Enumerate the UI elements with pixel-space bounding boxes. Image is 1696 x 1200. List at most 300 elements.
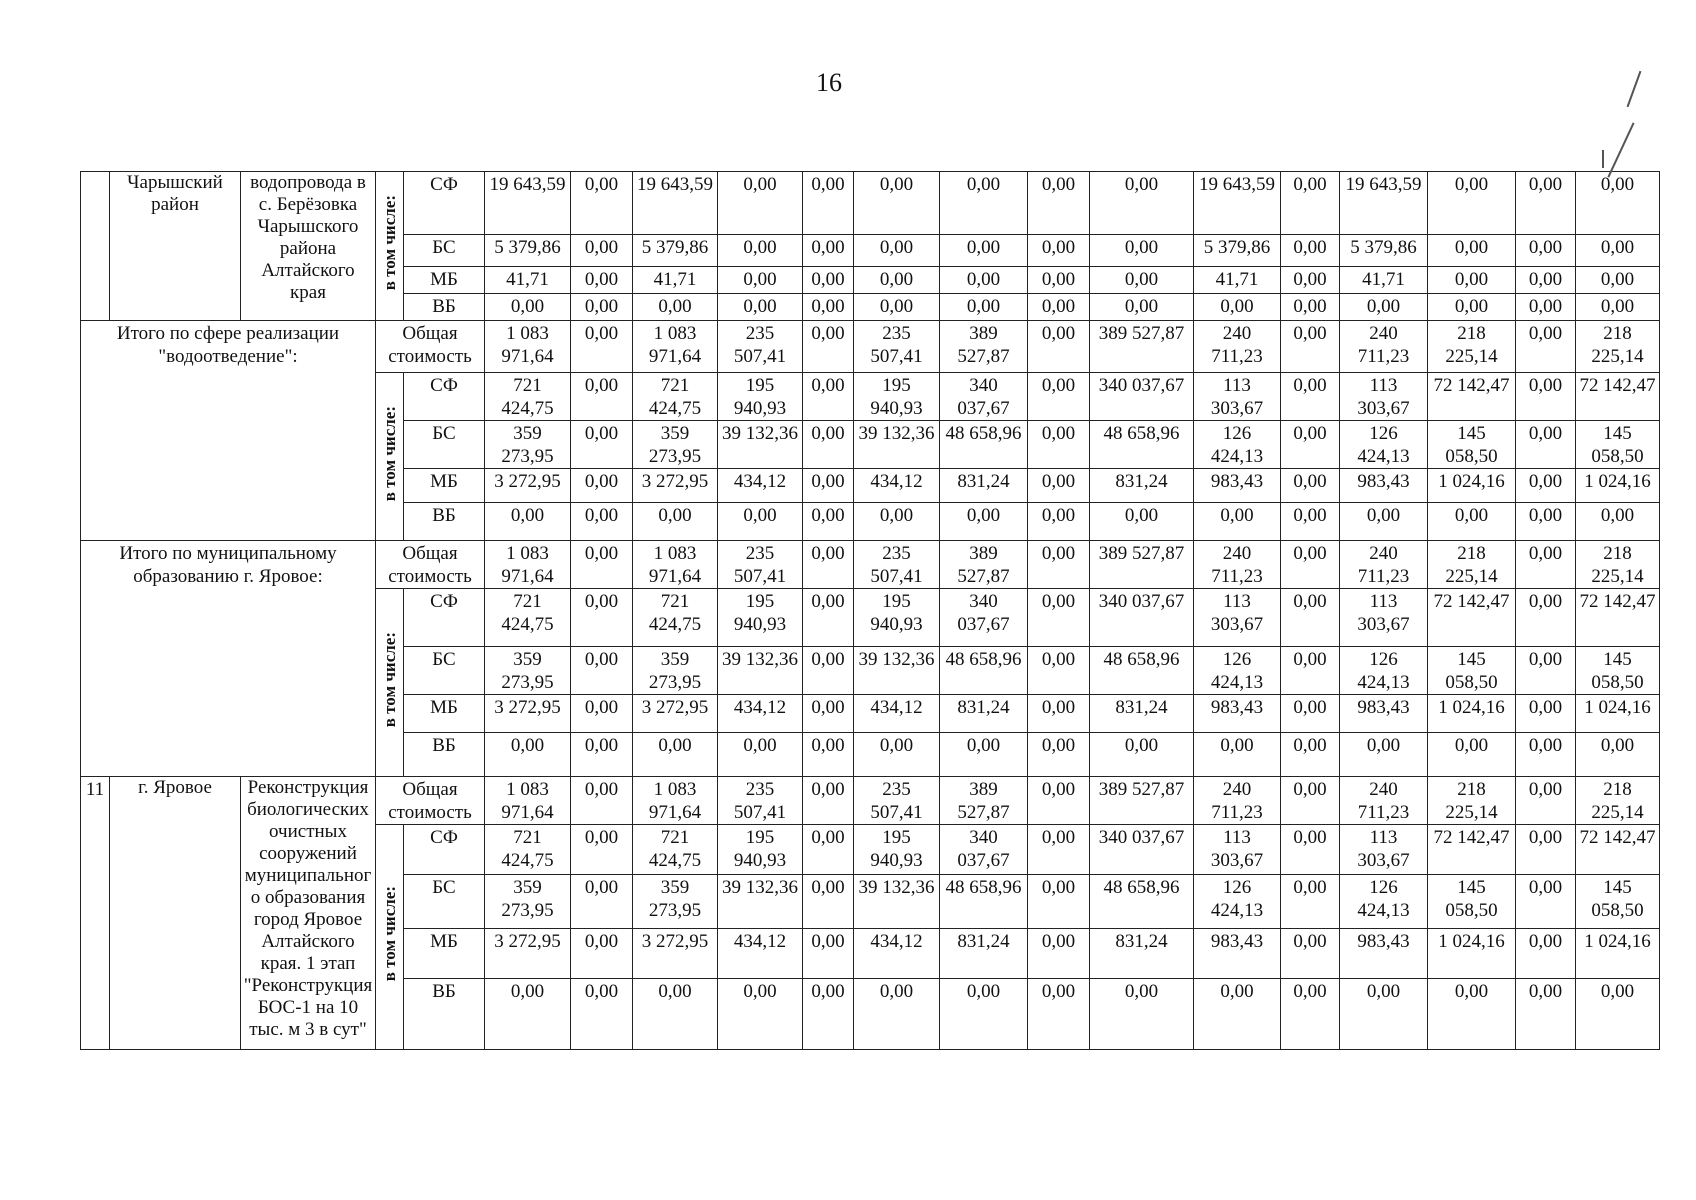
value-cell: 0,00	[803, 469, 854, 503]
value-cell: 0,00	[803, 777, 854, 825]
value-cell: 0,00	[1281, 979, 1340, 1050]
value-cell: 0,00	[1028, 294, 1090, 321]
value-cell: 0,00	[571, 777, 633, 825]
value-cell: 983,43	[1340, 929, 1428, 979]
value-cell: 0,00	[1194, 503, 1281, 541]
value-cell: 389 527,87	[1090, 777, 1194, 825]
value-cell: 0,00	[803, 321, 854, 373]
value-cell: 145 058,50	[1576, 647, 1660, 695]
value-cell: 145 058,50	[1576, 421, 1660, 469]
value-cell: 0,00	[1028, 777, 1090, 825]
value-cell: 0,00	[1194, 979, 1281, 1050]
value-cell: 0,00	[1576, 294, 1660, 321]
value-cell: 389 527,87	[940, 321, 1028, 373]
value-cell: 0,00	[803, 172, 854, 235]
value-cell: 434,12	[718, 695, 803, 733]
value-cell: 240 711,23	[1194, 777, 1281, 825]
value-cell: 0,00	[485, 503, 571, 541]
value-cell: 0,00	[803, 647, 854, 695]
value-cell: 434,12	[854, 929, 940, 979]
value-cell: 1 083 971,64	[485, 777, 571, 825]
value-cell: 0,00	[1028, 589, 1090, 647]
value-cell: 39 132,36	[854, 875, 940, 929]
source-label: БС	[404, 421, 485, 469]
table-row	[81, 321, 1660, 373]
value-cell: 0,00	[1576, 979, 1660, 1050]
value-cell: 0,00	[1516, 929, 1576, 979]
value-cell: 0,00	[803, 294, 854, 321]
value-cell: 0,00	[1194, 294, 1281, 321]
value-cell: 0,00	[940, 235, 1028, 267]
value-cell: 195 940,93	[854, 589, 940, 647]
value-cell: 240 711,23	[1340, 777, 1428, 825]
municipality-cell: г. Яровое	[110, 777, 241, 1050]
value-cell: 0,00	[1428, 267, 1516, 294]
value-cell: 1 083 971,64	[485, 541, 571, 589]
value-cell: 0,00	[633, 733, 718, 777]
value-cell: 340 037,67	[1090, 825, 1194, 875]
value-cell: 0,00	[1028, 647, 1090, 695]
table-row	[81, 777, 1660, 825]
value-cell: 19 643,59	[633, 172, 718, 235]
value-cell: 145 058,50	[1428, 421, 1516, 469]
value-cell: 0,00	[571, 267, 633, 294]
value-cell: 0,00	[803, 589, 854, 647]
value-cell: 195 940,93	[718, 589, 803, 647]
value-cell: 0,00	[485, 733, 571, 777]
page-number: 16	[816, 68, 842, 97]
value-cell: 0,00	[1028, 875, 1090, 929]
value-cell: 721 424,75	[633, 373, 718, 421]
value-cell: 113 303,67	[1340, 589, 1428, 647]
value-cell: 340 037,67	[1090, 589, 1194, 647]
value-cell: 0,00	[1516, 647, 1576, 695]
value-cell: 19 643,59	[485, 172, 571, 235]
value-cell: 0,00	[1576, 235, 1660, 267]
value-cell: 0,00	[571, 733, 633, 777]
value-cell: 0,00	[571, 469, 633, 503]
value-cell: 240 711,23	[1340, 541, 1428, 589]
value-cell: 721 424,75	[485, 589, 571, 647]
in-that-number-label	[376, 172, 404, 321]
source-label: ВБ	[404, 503, 485, 541]
value-cell: 0,00	[1516, 235, 1576, 267]
total-cost-label: Общая стоимость	[376, 541, 485, 589]
value-cell: 359 273,95	[633, 421, 718, 469]
source-label: СФ	[404, 589, 485, 647]
value-cell: 0,00	[571, 503, 633, 541]
value-cell: 0,00	[1090, 235, 1194, 267]
value-cell: 3 272,95	[633, 469, 718, 503]
value-cell: 0,00	[1090, 172, 1194, 235]
value-cell: 0,00	[1028, 733, 1090, 777]
value-cell: 0,00	[803, 733, 854, 777]
value-cell: 0,00	[1028, 267, 1090, 294]
value-cell: 0,00	[1281, 503, 1340, 541]
value-cell: 19 643,59	[1194, 172, 1281, 235]
table-row	[81, 172, 1660, 235]
value-cell: 0,00	[803, 421, 854, 469]
value-cell: 0,00	[1028, 929, 1090, 979]
value-cell: 235 507,41	[718, 541, 803, 589]
value-cell: 0,00	[571, 929, 633, 979]
value-cell: 145 058,50	[1576, 875, 1660, 929]
value-cell: 72 142,47	[1428, 373, 1516, 421]
value-cell: 0,00	[854, 979, 940, 1050]
value-cell: 983,43	[1340, 695, 1428, 733]
value-cell: 0,00	[485, 294, 571, 321]
value-cell: 389 527,87	[1090, 541, 1194, 589]
value-cell: 218 225,14	[1428, 321, 1516, 373]
value-cell: 235 507,41	[718, 777, 803, 825]
funding-table	[80, 171, 1660, 1050]
value-cell: 1 024,16	[1576, 695, 1660, 733]
value-cell: 831,24	[940, 695, 1028, 733]
value-cell: 0,00	[1281, 541, 1340, 589]
value-cell: 0,00	[571, 541, 633, 589]
value-cell: 434,12	[718, 929, 803, 979]
value-cell: 240 711,23	[1340, 321, 1428, 373]
value-cell: 235 507,41	[854, 541, 940, 589]
value-cell: 235 507,41	[718, 321, 803, 373]
value-cell: 48 658,96	[1090, 875, 1194, 929]
source-label: МБ	[404, 469, 485, 503]
value-cell: 0,00	[1028, 825, 1090, 875]
value-cell: 0,00	[1281, 695, 1340, 733]
source-label: БС	[404, 647, 485, 695]
value-cell: 235 507,41	[854, 321, 940, 373]
source-label: МБ	[404, 267, 485, 294]
value-cell: 0,00	[1428, 172, 1516, 235]
value-cell: 48 658,96	[940, 647, 1028, 695]
value-cell: 41,71	[485, 267, 571, 294]
value-cell: 831,24	[940, 929, 1028, 979]
table-body	[81, 172, 1660, 1050]
value-cell: 0,00	[854, 172, 940, 235]
value-cell: 113 303,67	[1194, 589, 1281, 647]
value-cell: 5 379,86	[1194, 235, 1281, 267]
value-cell: 1 024,16	[1428, 469, 1516, 503]
source-label: ВБ	[404, 979, 485, 1050]
value-cell: 0,00	[571, 421, 633, 469]
object-name-cell: водопровода в с. Берёзовка Чарышского района Алтайского края	[241, 172, 376, 321]
value-cell: 983,43	[1194, 469, 1281, 503]
value-cell: 72 142,47	[1428, 589, 1516, 647]
value-cell: 0,00	[1281, 777, 1340, 825]
vertical-label: в том числе:	[380, 405, 399, 502]
value-cell: 3 272,95	[485, 695, 571, 733]
value-cell: 218 225,14	[1428, 777, 1516, 825]
value-cell: 0,00	[1516, 172, 1576, 235]
scan-mark	[1607, 122, 1634, 177]
value-cell: 340 037,67	[940, 825, 1028, 875]
value-cell: 389 527,87	[940, 777, 1028, 825]
value-cell: 240 711,23	[1194, 321, 1281, 373]
value-cell: 0,00	[1028, 541, 1090, 589]
value-cell: 0,00	[854, 503, 940, 541]
value-cell: 0,00	[1281, 875, 1340, 929]
value-cell: 983,43	[1194, 695, 1281, 733]
total-title: Итого по сфере реализации "водоотведение":	[81, 321, 376, 541]
value-cell: 1 024,16	[1428, 695, 1516, 733]
value-cell: 0,00	[1194, 733, 1281, 777]
value-cell: 831,24	[1090, 929, 1194, 979]
value-cell: 39 132,36	[718, 421, 803, 469]
value-cell: 0,00	[1340, 503, 1428, 541]
value-cell: 48 658,96	[1090, 421, 1194, 469]
value-cell: 72 142,47	[1576, 825, 1660, 875]
value-cell: 721 424,75	[485, 825, 571, 875]
value-cell: 0,00	[940, 733, 1028, 777]
value-cell: 3 272,95	[633, 695, 718, 733]
value-cell: 0,00	[803, 541, 854, 589]
value-cell: 0,00	[571, 373, 633, 421]
value-cell: 721 424,75	[485, 373, 571, 421]
value-cell: 0,00	[803, 825, 854, 875]
value-cell: 0,00	[1281, 172, 1340, 235]
value-cell: 0,00	[571, 172, 633, 235]
value-cell: 721 424,75	[633, 589, 718, 647]
value-cell: 0,00	[1281, 267, 1340, 294]
value-cell: 0,00	[854, 733, 940, 777]
value-cell: 0,00	[718, 979, 803, 1050]
value-cell: 0,00	[1516, 589, 1576, 647]
value-cell: 0,00	[1516, 469, 1576, 503]
total-cost-label: Общая стоимость	[376, 777, 485, 825]
value-cell: 0,00	[1576, 267, 1660, 294]
value-cell: 0,00	[1576, 503, 1660, 541]
in-that-number-label	[376, 825, 404, 1050]
value-cell: 0,00	[571, 321, 633, 373]
value-cell: 0,00	[718, 294, 803, 321]
value-cell: 0,00	[1281, 294, 1340, 321]
value-cell: 831,24	[940, 469, 1028, 503]
value-cell: 340 037,67	[1090, 373, 1194, 421]
value-cell: 0,00	[1516, 294, 1576, 321]
value-cell: 0,00	[1028, 979, 1090, 1050]
value-cell: 0,00	[1281, 825, 1340, 875]
value-cell: 126 424,13	[1340, 875, 1428, 929]
value-cell: 0,00	[1576, 733, 1660, 777]
value-cell: 41,71	[1340, 267, 1428, 294]
value-cell: 0,00	[1516, 825, 1576, 875]
source-label: ВБ	[404, 294, 485, 321]
value-cell: 126 424,13	[1194, 875, 1281, 929]
value-cell: 0,00	[485, 979, 571, 1050]
value-cell: 39 132,36	[718, 647, 803, 695]
value-cell: 0,00	[1281, 469, 1340, 503]
value-cell: 0,00	[940, 503, 1028, 541]
value-cell: 0,00	[1516, 733, 1576, 777]
value-cell: 0,00	[1028, 469, 1090, 503]
value-cell: 218 225,14	[1576, 321, 1660, 373]
value-cell: 195 940,93	[854, 373, 940, 421]
value-cell: 0,00	[1281, 373, 1340, 421]
value-cell: 145 058,50	[1428, 875, 1516, 929]
value-cell: 48 658,96	[940, 875, 1028, 929]
value-cell: 19 643,59	[1340, 172, 1428, 235]
value-cell: 0,00	[803, 503, 854, 541]
value-cell: 5 379,86	[633, 235, 718, 267]
value-cell: 39 132,36	[854, 421, 940, 469]
value-cell: 235 507,41	[854, 777, 940, 825]
value-cell: 3 272,95	[633, 929, 718, 979]
vertical-label: в том числе:	[380, 886, 399, 982]
value-cell: 1 024,16	[1576, 469, 1660, 503]
value-cell: 72 142,47	[1428, 825, 1516, 875]
value-cell: 0,00	[1028, 695, 1090, 733]
value-cell: 0,00	[1281, 235, 1340, 267]
object-name-cell: Реконструкция биологических очистных сооружений муниципального образования город Яровое Алтайского края. 1 этап "Реконструкция БОС-1 на 10 тыс. м 3 в сут"	[241, 777, 376, 1050]
in-that-number-label	[376, 589, 404, 777]
value-cell: 0,00	[571, 825, 633, 875]
value-cell: 0,00	[1028, 321, 1090, 373]
value-cell: 0,00	[571, 695, 633, 733]
value-cell: 0,00	[633, 979, 718, 1050]
value-cell: 0,00	[633, 503, 718, 541]
value-cell: 0,00	[803, 373, 854, 421]
value-cell: 39 132,36	[854, 647, 940, 695]
value-cell: 0,00	[803, 979, 854, 1050]
municipality-cell: Чарышский район	[110, 172, 241, 321]
value-cell: 126 424,13	[1340, 647, 1428, 695]
value-cell: 41,71	[633, 267, 718, 294]
value-cell: 5 379,86	[1340, 235, 1428, 267]
value-cell: 195 940,93	[854, 825, 940, 875]
value-cell: 113 303,67	[1194, 373, 1281, 421]
value-cell: 0,00	[803, 875, 854, 929]
source-label: СФ	[404, 172, 485, 235]
source-label: МБ	[404, 695, 485, 733]
value-cell: 0,00	[1281, 321, 1340, 373]
value-cell: 0,00	[1028, 421, 1090, 469]
value-cell: 389 527,87	[1090, 321, 1194, 373]
value-cell: 3 272,95	[485, 929, 571, 979]
value-cell: 0,00	[1516, 421, 1576, 469]
value-cell: 195 940,93	[718, 373, 803, 421]
value-cell: 434,12	[718, 469, 803, 503]
value-cell: 0,00	[1428, 503, 1516, 541]
value-cell: 0,00	[571, 294, 633, 321]
vertical-label: в том числе:	[380, 631, 399, 728]
value-cell: 0,00	[1340, 979, 1428, 1050]
source-label: МБ	[404, 929, 485, 979]
value-cell: 0,00	[718, 172, 803, 235]
value-cell: 113 303,67	[1194, 825, 1281, 875]
value-cell: 0,00	[1340, 294, 1428, 321]
value-cell: 434,12	[854, 469, 940, 503]
value-cell: 340 037,67	[940, 589, 1028, 647]
value-cell: 113 303,67	[1340, 373, 1428, 421]
value-cell: 831,24	[1090, 469, 1194, 503]
value-cell: 983,43	[1340, 469, 1428, 503]
value-cell: 0,00	[1090, 733, 1194, 777]
value-cell: 0,00	[1428, 294, 1516, 321]
value-cell: 3 272,95	[485, 469, 571, 503]
value-cell: 240 711,23	[1194, 541, 1281, 589]
value-cell: 218 225,14	[1576, 777, 1660, 825]
value-cell: 0,00	[940, 172, 1028, 235]
value-cell: 0,00	[718, 733, 803, 777]
value-cell: 0,00	[633, 294, 718, 321]
value-cell: 0,00	[571, 235, 633, 267]
value-cell: 1 083 971,64	[485, 321, 571, 373]
value-cell: 0,00	[940, 979, 1028, 1050]
value-cell: 0,00	[1281, 589, 1340, 647]
value-cell: 0,00	[940, 267, 1028, 294]
value-cell: 0,00	[1090, 503, 1194, 541]
value-cell: 39 132,36	[718, 875, 803, 929]
value-cell: 0,00	[1090, 294, 1194, 321]
value-cell: 389 527,87	[940, 541, 1028, 589]
value-cell: 0,00	[854, 267, 940, 294]
value-cell: 0,00	[1281, 647, 1340, 695]
source-label: СФ	[404, 825, 485, 875]
value-cell: 340 037,67	[940, 373, 1028, 421]
value-cell: 0,00	[803, 929, 854, 979]
value-cell: 126 424,13	[1340, 421, 1428, 469]
value-cell: 126 424,13	[1194, 647, 1281, 695]
value-cell: 48 658,96	[1090, 647, 1194, 695]
value-cell: 0,00	[1428, 733, 1516, 777]
value-cell: 0,00	[1516, 267, 1576, 294]
value-cell: 0,00	[1516, 373, 1576, 421]
value-cell: 0,00	[1516, 503, 1576, 541]
value-cell: 359 273,95	[485, 647, 571, 695]
total-cost-label: Общая стоимость	[376, 321, 485, 373]
value-cell: 0,00	[1516, 321, 1576, 373]
value-cell: 41,71	[1194, 267, 1281, 294]
value-cell: 0,00	[1090, 979, 1194, 1050]
value-cell: 218 225,14	[1576, 541, 1660, 589]
value-cell: 0,00	[803, 267, 854, 294]
value-cell: 126 424,13	[1194, 421, 1281, 469]
value-cell: 0,00	[1281, 421, 1340, 469]
table-row	[81, 541, 1660, 589]
value-cell: 0,00	[1028, 235, 1090, 267]
value-cell: 0,00	[803, 695, 854, 733]
value-cell: 48 658,96	[940, 421, 1028, 469]
value-cell: 0,00	[1340, 733, 1428, 777]
value-cell: 0,00	[1028, 373, 1090, 421]
value-cell: 0,00	[940, 294, 1028, 321]
value-cell: 0,00	[1028, 172, 1090, 235]
value-cell: 1 024,16	[1428, 929, 1516, 979]
value-cell: 218 225,14	[1428, 541, 1516, 589]
value-cell: 0,00	[1090, 267, 1194, 294]
row-number	[81, 172, 110, 321]
value-cell: 0,00	[1516, 777, 1576, 825]
value-cell: 195 940,93	[718, 825, 803, 875]
value-cell: 0,00	[571, 589, 633, 647]
value-cell: 359 273,95	[485, 421, 571, 469]
value-cell: 0,00	[803, 235, 854, 267]
value-cell: 0,00	[1516, 541, 1576, 589]
value-cell: 1 083 971,64	[633, 777, 718, 825]
value-cell: 1 024,16	[1576, 929, 1660, 979]
value-cell: 5 379,86	[485, 235, 571, 267]
value-cell: 72 142,47	[1576, 589, 1660, 647]
value-cell: 0,00	[1281, 733, 1340, 777]
source-label: БС	[404, 235, 485, 267]
scan-mark	[1602, 150, 1604, 168]
row-number: 11	[81, 777, 110, 1050]
value-cell: 0,00	[854, 294, 940, 321]
value-cell: 0,00	[1516, 979, 1576, 1050]
value-cell: 113 303,67	[1340, 825, 1428, 875]
value-cell: 0,00	[854, 235, 940, 267]
value-cell: 0,00	[1428, 235, 1516, 267]
